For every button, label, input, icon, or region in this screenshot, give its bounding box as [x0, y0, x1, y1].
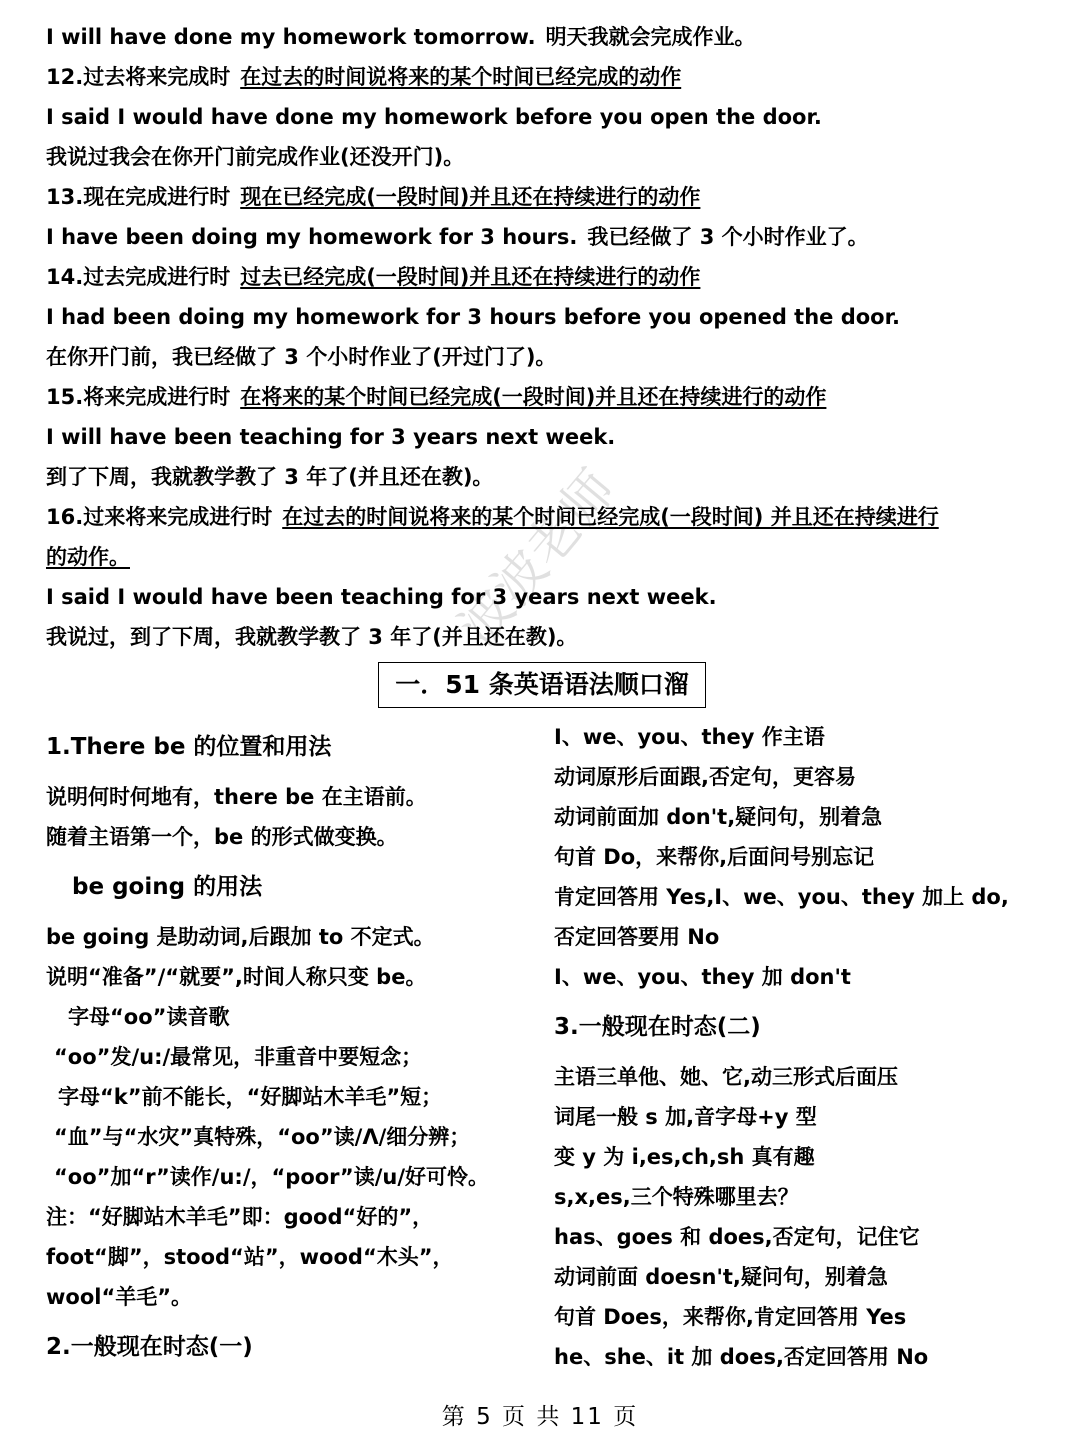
- there-be-line: 随着主语第一个，be 的形式做变换。: [46, 825, 398, 849]
- present-tense-heading-1: 2.一般现在时态(一): [46, 1334, 253, 1360]
- rule-line: 动词前面加 don't,疑问句，别着急: [554, 805, 883, 829]
- example-zh: 我已经做了 3 个小时作业了。: [587, 225, 869, 249]
- be-going-heading: be going 的用法: [72, 874, 263, 900]
- tense-line-1: [46, 22, 756, 52]
- tense-definition: 在过去的时间说将来的某个时间已经完成的动作: [240, 65, 682, 89]
- example-en: I will have done my homework tomorrow.: [46, 25, 536, 49]
- rule-line: 动词原形后面跟,否定句，更容易: [554, 765, 856, 789]
- tense-name: 16.过来将来完成进行时: [46, 505, 273, 529]
- example-zh-14: 在你开门前，我已经做了 3 个小时作业了(开过门了)。: [46, 345, 557, 369]
- present-tense-heading-2: 3.一般现在时态(二): [554, 1014, 761, 1040]
- tense-heading-15: [46, 382, 826, 412]
- watermark: 波波老师: [447, 459, 628, 657]
- tense-heading-13: [46, 182, 700, 212]
- tense-name: 15.将来完成进行时: [46, 385, 231, 409]
- example-zh-15: 到了下周，我就教学教了 3 年了(并且还在教)。: [46, 465, 494, 489]
- there-be-heading: 1.There be 的位置和用法: [46, 734, 332, 760]
- rule-line: 动词前面 doesn't,疑问句，别着急: [554, 1265, 888, 1289]
- tense-definition-cont: [46, 542, 130, 572]
- example-zh-16: 我说过，到了下周，我就教学教了 3 年了(并且还在教)。: [46, 625, 578, 649]
- example-en-16: I said I would have been teaching for 3 years next week.: [46, 585, 717, 609]
- example-en-15: I will have been teaching for 3 years next week.: [46, 425, 616, 449]
- tense-definition: 在过去的时间说将来的某个时间已经完成(一段时间) 并且还在持续进行: [282, 505, 939, 529]
- oo-line: “oo”加“r”读作/u:/，“poor”读/u/好可怜。: [54, 1165, 490, 1189]
- there-be-line: 说明何时何地有，there be 在主语前。: [46, 785, 427, 809]
- rule-line: he、she、it 加 does,否定回答用 No: [554, 1345, 929, 1369]
- note-line: foot“脚”，stood“站”，wood“木头”，: [46, 1245, 454, 1269]
- section-title: 一．51 条英语语法顺口溜: [378, 662, 706, 708]
- tense-definition: 的动作。: [46, 545, 130, 569]
- tense-heading-12: [46, 62, 681, 92]
- note-line: 注：“好脚站木羊毛”即：good“好的”，: [46, 1205, 434, 1229]
- rule-line: 词尾一般 s 加,音字母+y 型: [554, 1105, 817, 1129]
- rule-line: s,x,es,三个特殊哪里去？: [554, 1185, 799, 1209]
- tense-line-13: [46, 222, 869, 252]
- be-going-line: be going 是助动词,后跟加 to 不定式。: [46, 925, 435, 949]
- rule-line: I、we、you、they 作主语: [554, 725, 825, 749]
- rule-line: 肯定回答用 Yes,I、we、you、they 加上 do,: [554, 885, 1009, 909]
- example-en-14: I had been doing my homework for 3 hours before you opened the door.: [46, 305, 900, 329]
- oo-heading: 字母“oo”读音歌: [68, 1005, 230, 1029]
- tense-name: 13.现在完成进行时: [46, 185, 231, 209]
- tense-heading-16: [46, 502, 939, 532]
- page-footer: 第 5 页 共 11 页: [441, 1404, 639, 1430]
- note-line: wool“羊毛”。: [46, 1285, 193, 1309]
- tense-heading-14: [46, 262, 700, 292]
- oo-line: “血”与“水灾”真特殊，“oo”读/Λ/细分辨；: [54, 1125, 471, 1149]
- example-zh: 明天我就会完成作业。: [545, 25, 756, 49]
- rule-line: 句首 Do，来帮你,后面问号别忘记: [554, 845, 875, 869]
- tense-definition: 现在已经完成(一段时间)并且还在持续进行的动作: [240, 185, 701, 209]
- rule-line: 否定回答要用 No: [554, 925, 720, 949]
- oo-line: 字母“k”前不能长，“好脚站木羊毛”短；: [58, 1085, 443, 1109]
- tense-definition: 在将来的某个时间已经完成(一段时间)并且还在持续进行的动作: [240, 385, 827, 409]
- rule-line: 句首 Does，来帮你,肯定回答用 Yes: [554, 1305, 907, 1329]
- rule-line: 主语三单他、她、它,动三形式后面压: [554, 1065, 898, 1089]
- oo-line: “oo”发/u:/最常见，非重音中要短念；: [54, 1045, 423, 1069]
- rule-line: I、we、you、they 加 don't: [554, 965, 851, 989]
- rule-line: 变 y 为 i,es,ch,sh 真有趣: [554, 1145, 815, 1169]
- rule-line: has、goes 和 does,否定句，记住它: [554, 1225, 920, 1249]
- tense-name: 12.过去将来完成时: [46, 65, 231, 89]
- tense-definition: 过去已经完成(一段时间)并且还在持续进行的动作: [240, 265, 701, 289]
- example-zh-12: 我说过我会在你开门前完成作业(还没开门)。: [46, 145, 465, 169]
- example-en: I have been doing my homework for 3 hours.: [46, 225, 578, 249]
- example-en-12: I said I would have done my homework before you open the door.: [46, 105, 822, 129]
- be-going-line: 说明“准备”/“就要”,时间人称只变 be。: [46, 965, 427, 989]
- tense-name: 14.过去完成进行时: [46, 265, 231, 289]
